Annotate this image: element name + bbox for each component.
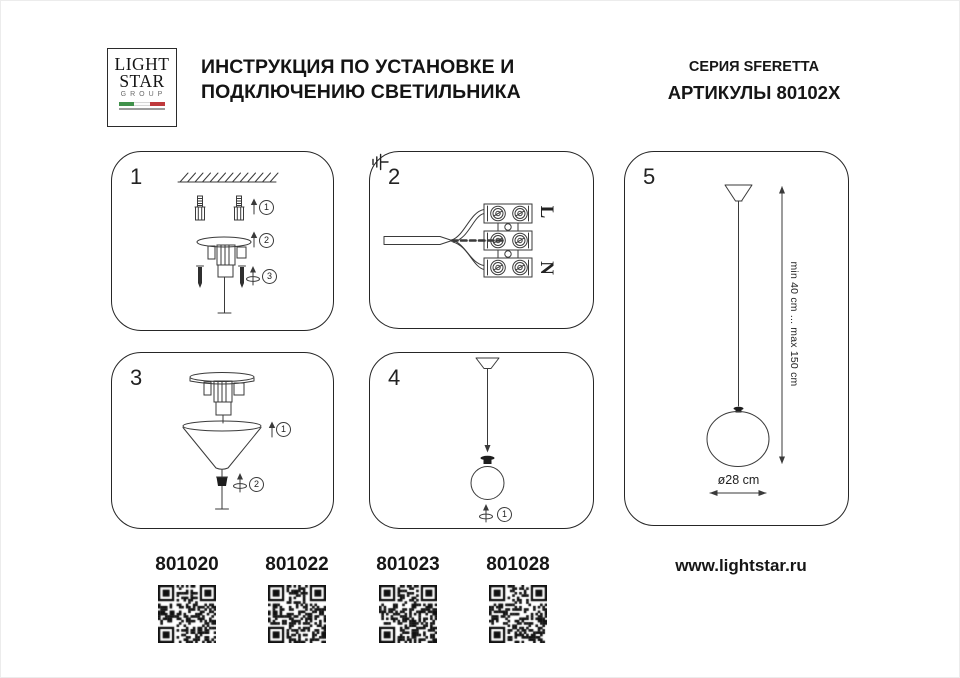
suspension-cable xyxy=(216,470,229,509)
diameter-dimension-arrow xyxy=(710,490,767,496)
wire-live xyxy=(452,210,484,243)
series-block xyxy=(641,59,867,104)
logo-word-group: GROUP xyxy=(120,91,167,98)
panel-5 xyxy=(624,151,849,526)
rotation-arrow-icon xyxy=(480,504,493,522)
italian-flag-icon xyxy=(119,102,165,106)
article-column xyxy=(468,554,568,648)
panel-number: 1 xyxy=(130,164,143,189)
panel-1 xyxy=(111,151,334,331)
terminal-label-neutral: N xyxy=(536,261,557,275)
canopy-cone xyxy=(725,185,752,201)
rotation-arrow-icon xyxy=(234,473,247,492)
terminal-label-live: L xyxy=(536,205,557,219)
panel-2 xyxy=(369,151,594,329)
height-range-label: min 40 cm ... max 150 cm xyxy=(788,261,800,387)
step-badge: 1 xyxy=(497,507,512,522)
article-column xyxy=(247,554,347,648)
panel-number: 2 xyxy=(388,164,401,189)
step-badge: 2 xyxy=(259,233,274,248)
panel-3 xyxy=(111,352,334,529)
panel-2-diagram xyxy=(370,152,595,328)
page-title-line2: ПОДКЛЮЧЕНИЮ СВЕТИЛЬНИКА xyxy=(201,81,521,103)
rotation-arrow-icon xyxy=(247,266,260,285)
diameter-label: ø28 cm xyxy=(717,473,760,487)
earth-symbol-icon xyxy=(370,152,390,172)
canopy-cone xyxy=(183,421,261,469)
article-code: 801028 xyxy=(486,554,550,575)
lamp-holder xyxy=(481,456,495,464)
qr-code xyxy=(268,585,326,643)
suspension-cable xyxy=(218,277,231,313)
logo-word-star: STAR xyxy=(119,70,165,91)
qr-code xyxy=(158,585,216,643)
page-title xyxy=(201,55,521,105)
step-arrow-icon xyxy=(269,422,275,438)
lightstar-logo xyxy=(107,48,177,127)
mounting-plate xyxy=(190,373,254,416)
article-column xyxy=(137,554,237,648)
step-badge: 3 xyxy=(262,269,277,284)
step-arrow-icon xyxy=(251,232,257,248)
wire-neutral xyxy=(452,240,484,270)
panel-4-diagram xyxy=(370,353,595,528)
qr-code xyxy=(379,585,437,643)
panel-number: 5 xyxy=(643,164,656,189)
wall-anchor-icon xyxy=(195,196,205,220)
panel-number: 4 xyxy=(388,365,401,390)
qr-code xyxy=(489,585,547,643)
down-arrowhead xyxy=(485,445,491,453)
step-arrow-icon xyxy=(251,199,257,215)
screw-icon xyxy=(239,266,246,288)
step-badge: 1 xyxy=(259,200,274,215)
ceiling-hatch xyxy=(178,173,278,182)
step-badge: 2 xyxy=(249,477,264,492)
height-dimension-arrow xyxy=(779,186,785,464)
wall-anchor-icon xyxy=(234,196,244,220)
logo-word-light: LIGHT xyxy=(114,54,170,74)
article-column xyxy=(358,554,458,648)
canopy-cone xyxy=(476,358,499,369)
logo-underline xyxy=(119,108,165,110)
power-cable xyxy=(384,237,452,245)
article-code: 801023 xyxy=(376,554,440,575)
page-title-line1: ИНСТРУКЦИЯ ПО УСТАНОВКЕ И xyxy=(201,56,515,78)
series-label: СЕРИЯ SFERETTA xyxy=(688,59,820,75)
panel-number: 3 xyxy=(130,365,143,390)
panel-5-diagram xyxy=(625,152,850,525)
website-url: www.lightstar.ru xyxy=(675,556,807,575)
article-code: 801020 xyxy=(155,554,219,575)
panel-1-diagram xyxy=(112,152,335,330)
sphere-shade xyxy=(707,412,769,467)
sphere-shade xyxy=(471,467,504,500)
step-badge: 1 xyxy=(276,422,291,437)
articles-label: АРТИКУЛЫ 80102X xyxy=(667,82,841,103)
article-code: 801022 xyxy=(265,554,329,575)
panel-4 xyxy=(369,352,594,529)
lock-nut xyxy=(217,477,228,486)
screw-icon xyxy=(197,266,204,288)
panel-3-diagram xyxy=(112,353,335,528)
